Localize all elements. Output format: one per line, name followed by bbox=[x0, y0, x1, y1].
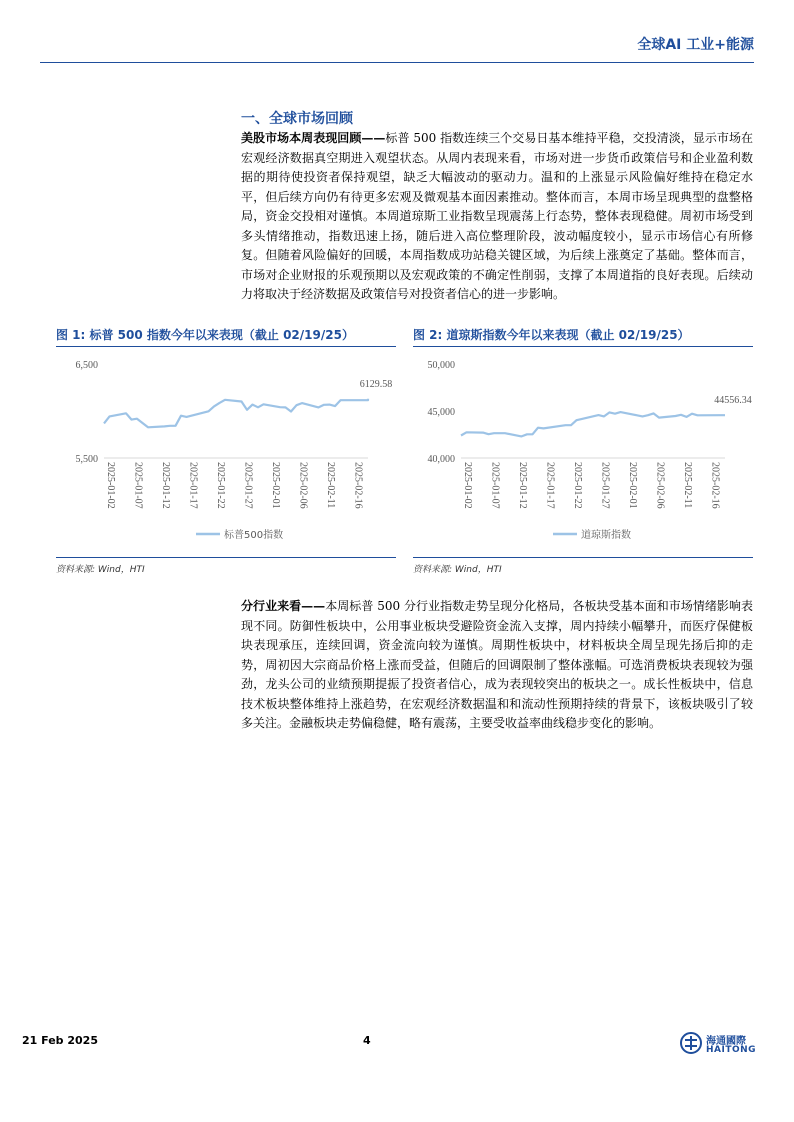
x-tick-label: 2025-02-16 bbox=[709, 462, 721, 509]
section-title: 一、全球市场回顾 bbox=[241, 111, 353, 127]
y-tick-label: 40,000 bbox=[427, 454, 455, 465]
x-tick-label: 2025-01-22 bbox=[572, 462, 583, 509]
legend-label: 标普500指数 bbox=[224, 530, 284, 541]
logo-text-en: HAITONG bbox=[706, 1045, 757, 1055]
x-tick-label: 2025-02-11 bbox=[325, 462, 336, 509]
x-tick-label: 2025-01-22 bbox=[215, 462, 226, 509]
page-number: 4 bbox=[363, 1034, 371, 1047]
haitong-logo-icon bbox=[680, 1032, 702, 1054]
paragraph-us-market-review bbox=[241, 129, 753, 305]
paragraph-body: 本周标普 500 分行业指数走势呈现分化格局，各板块受基本面和市场情绪影响表现不同。防御性板块中，公用事业板块受避险资金流入支撑，周内持续小幅攀升，而医疗保健板块表现承压，连续回调，资金流向较为谨慎。周期性板块中，材料板块全周呈现先扬后抑的走势，周初因大宗商品价格上涨而受益，但随后的回调限制了整体涨幅。可选消费板块表现较为强劲，龙头公司的业绩预期提振了投资者信心，成为表现较突出的板块之一。成长性板块中，信息技术板块整体维持上涨趋势，在宏观经济数据温和和流动性预期持续的背景下，该板块吸引了较多关注。金融板块走势偏稳健，略有震荡，主要受收益率曲线稳步变化的影响。 bbox=[241, 599, 753, 730]
figure-2-bottom-rule bbox=[413, 557, 753, 558]
y-tick-label: 45,000 bbox=[427, 407, 455, 418]
logo-text-cn: 海通國際 bbox=[706, 1036, 746, 1047]
end-value-label: 44556.34 bbox=[714, 395, 752, 407]
footer-date: 21 Feb 2025 bbox=[22, 1034, 98, 1047]
figure-2-title: 图 2: 道琼斯指数今年以来表现（截止 02/19/25） bbox=[413, 328, 690, 342]
x-tick-label: 2025-02-11 bbox=[682, 462, 693, 509]
header-title: 全球AI 工业+能源 bbox=[637, 37, 754, 53]
x-tick-label: 2025-02-01 bbox=[627, 462, 638, 509]
x-tick-label: 2025-01-02 bbox=[105, 462, 116, 509]
sp500-line-chart bbox=[56, 348, 396, 556]
figure-1-bottom-rule bbox=[56, 557, 396, 558]
x-tick-label: 2025-01-12 bbox=[160, 462, 171, 509]
x-tick-label: 2025-02-01 bbox=[270, 462, 281, 509]
y-tick-label: 5,500 bbox=[75, 454, 98, 465]
paragraph-lead: 分行业来看—— bbox=[241, 599, 326, 613]
figure-1-source: 资料来源: Wind，HTI bbox=[56, 565, 145, 575]
end-value-label: 6129.58 bbox=[359, 378, 393, 390]
x-tick-label: 2025-02-06 bbox=[297, 462, 309, 509]
series-line-2 bbox=[461, 412, 725, 436]
x-tick-label: 2025-01-07 bbox=[132, 462, 144, 509]
y-tick-label: 50,000 bbox=[427, 360, 455, 371]
x-tick-label: 2025-01-27 bbox=[599, 462, 611, 509]
haitong-logo bbox=[680, 1030, 760, 1058]
figure-1-title: 图 1: 标普 500 指数今年以来表现（截止 02/19/25） bbox=[56, 328, 354, 342]
x-tick-label: 2025-02-16 bbox=[352, 462, 364, 509]
y-tick-label: 6,500 bbox=[75, 360, 98, 371]
dow-jones-line-chart bbox=[413, 348, 753, 556]
figure-2-source: 资料来源: Wind，HTI bbox=[413, 565, 502, 575]
figure-1-top-rule bbox=[56, 346, 396, 347]
x-tick-label: 2025-01-27 bbox=[242, 462, 254, 509]
x-tick-label: 2025-01-12 bbox=[517, 462, 528, 509]
x-tick-label: 2025-01-17 bbox=[187, 462, 199, 509]
x-tick-label: 2025-01-07 bbox=[489, 462, 501, 509]
x-tick-label: 2025-02-06 bbox=[654, 462, 666, 509]
header-divider bbox=[40, 62, 754, 63]
paragraph-body: 标普 500 指数连续三个交易日基本维持平稳，交投清淡，显示市场在宏观经济数据真空期进入观望状态。从周内表现来看，市场对进一步货币政策信号和企业盈利数据的期待使投资者保持观望，缺乏大幅波动的驱动力。温和的上涨显示风险偏好维持在稳定水平，但后续方向仍有待更多宏观及微观基本面因素推动。整体而言，本周市场呈现典型的盘整格局，资金交投相对谨慎。本周道琼斯工业指数呈现震荡上行态势，整体表现稳健。周初市场受到多头情绪推动，指数迅速上扬，随后进入高位整理阶段，波动幅度较小，显示市场信心有所修复。但随着风险偏好的回暖，本周指数成功站稳关键区域，为后续上涨奠定了基础。整体而言，市场对企业财报的乐观预期以及宏观政策的不确定性削弱，支撑了本周道指的良好表现。后续动力将取决于经济数据及政策信号对投资者信心的进一步影响。 bbox=[241, 131, 753, 301]
x-tick-label: 2025-01-17 bbox=[544, 462, 556, 509]
legend-label: 道琼斯指数 bbox=[581, 530, 631, 541]
series-line-1 bbox=[104, 399, 368, 428]
paragraph-sector-review bbox=[241, 597, 753, 734]
paragraph-lead: 美股市场本周表现回顾—— bbox=[241, 131, 386, 145]
figure-2-top-rule bbox=[413, 346, 753, 347]
x-tick-label: 2025-01-02 bbox=[462, 462, 473, 509]
